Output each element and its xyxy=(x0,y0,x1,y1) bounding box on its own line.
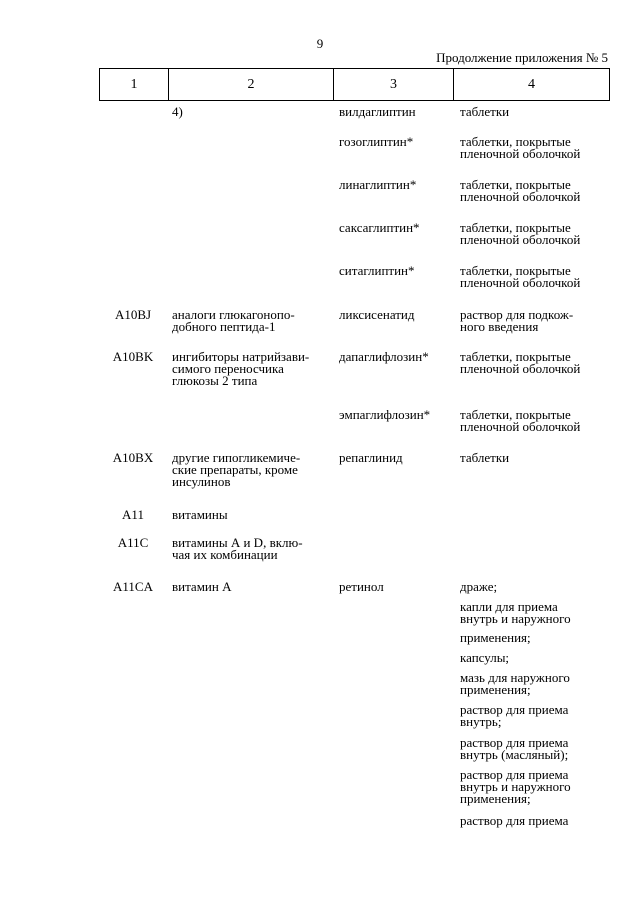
dosage-form-item: мазь для наружного применения; xyxy=(460,670,570,697)
dosage-form-item: капсулы; xyxy=(460,650,510,665)
group-cell: аналоги глюкагонопо- добного пептида-1 xyxy=(172,307,295,334)
form-cell: таблетки, покрытые пленочной оболочкой xyxy=(460,349,581,376)
header-column-1: 1 xyxy=(130,76,138,92)
dosage-form-item: капли для приема внутрь и наружного xyxy=(460,599,571,626)
drug-cell: линаглиптин* xyxy=(339,177,417,192)
dosage-form-item: раствор для приема внутрь (масляный); xyxy=(460,735,569,762)
form-cell: таблетки, покрытые пленочной оболочкой xyxy=(460,220,581,247)
drug-cell: ситаглиптин* xyxy=(339,263,415,278)
drug-cell: гозоглиптин* xyxy=(339,134,414,149)
drug-cell: дапаглифлозин* xyxy=(339,349,429,364)
drug-cell: репаглинид xyxy=(339,450,403,465)
code-cell: A11C xyxy=(117,535,149,550)
group-cell: ингибиторы натрийзави- симого переносчика глюкозы 2 типа xyxy=(172,349,310,388)
page-number: 9 xyxy=(316,36,324,51)
drug-cell: ликсисенатид xyxy=(339,307,415,322)
drug-cell: ретинол xyxy=(339,579,384,594)
dosage-form-item: раствор для приема внутрь и наружного применения; xyxy=(460,767,571,806)
continuation-label: Продолжение приложения № 5 xyxy=(436,50,608,65)
form-cell: таблетки, покрытые пленочной оболочкой xyxy=(460,177,581,204)
drug-cell: эмпаглифлозин* xyxy=(339,407,431,422)
group-cell: 4) xyxy=(172,104,183,119)
code-cell: A11 xyxy=(122,507,144,522)
dosage-form-item: раствор для приема внутрь; xyxy=(460,702,569,729)
form-cell: таблетки xyxy=(460,104,510,119)
code-cell: A10BJ xyxy=(114,307,152,322)
form-cell: таблетки, покрытые пленочной оболочкой xyxy=(460,407,581,434)
dosage-form-item: раствор для приема xyxy=(460,813,569,828)
drug-cell: саксаглиптин* xyxy=(339,220,420,235)
header-column-3: 3 xyxy=(333,69,453,100)
code-cell: A10BX xyxy=(112,450,154,465)
header-column-2: 2 xyxy=(168,69,333,100)
form-cell: таблетки, покрытые пленочной оболочкой xyxy=(460,134,581,161)
form-cell: таблетки xyxy=(460,450,510,465)
header-column-4: 4 xyxy=(453,69,609,100)
drug-cell: вилдаглиптин xyxy=(339,104,416,119)
dosage-form-item: применения; xyxy=(460,630,531,645)
form-cell: таблетки, покрытые пленочной оболочкой xyxy=(460,263,581,290)
form-cell: раствор для подкож- ного введения xyxy=(460,307,574,334)
group-cell: витамины А и D, вклю- чая их комбинации xyxy=(172,535,303,562)
code-cell: A11CA xyxy=(113,579,153,594)
group-cell: витамин А xyxy=(172,579,232,594)
table-header xyxy=(99,68,610,101)
group-cell: витамины xyxy=(172,507,228,522)
code-cell: A10BK xyxy=(112,349,154,364)
group-cell: другие гипогликемиче- ские препараты, кроме инсулинов xyxy=(172,450,301,489)
form-cell: драже; xyxy=(460,579,498,594)
